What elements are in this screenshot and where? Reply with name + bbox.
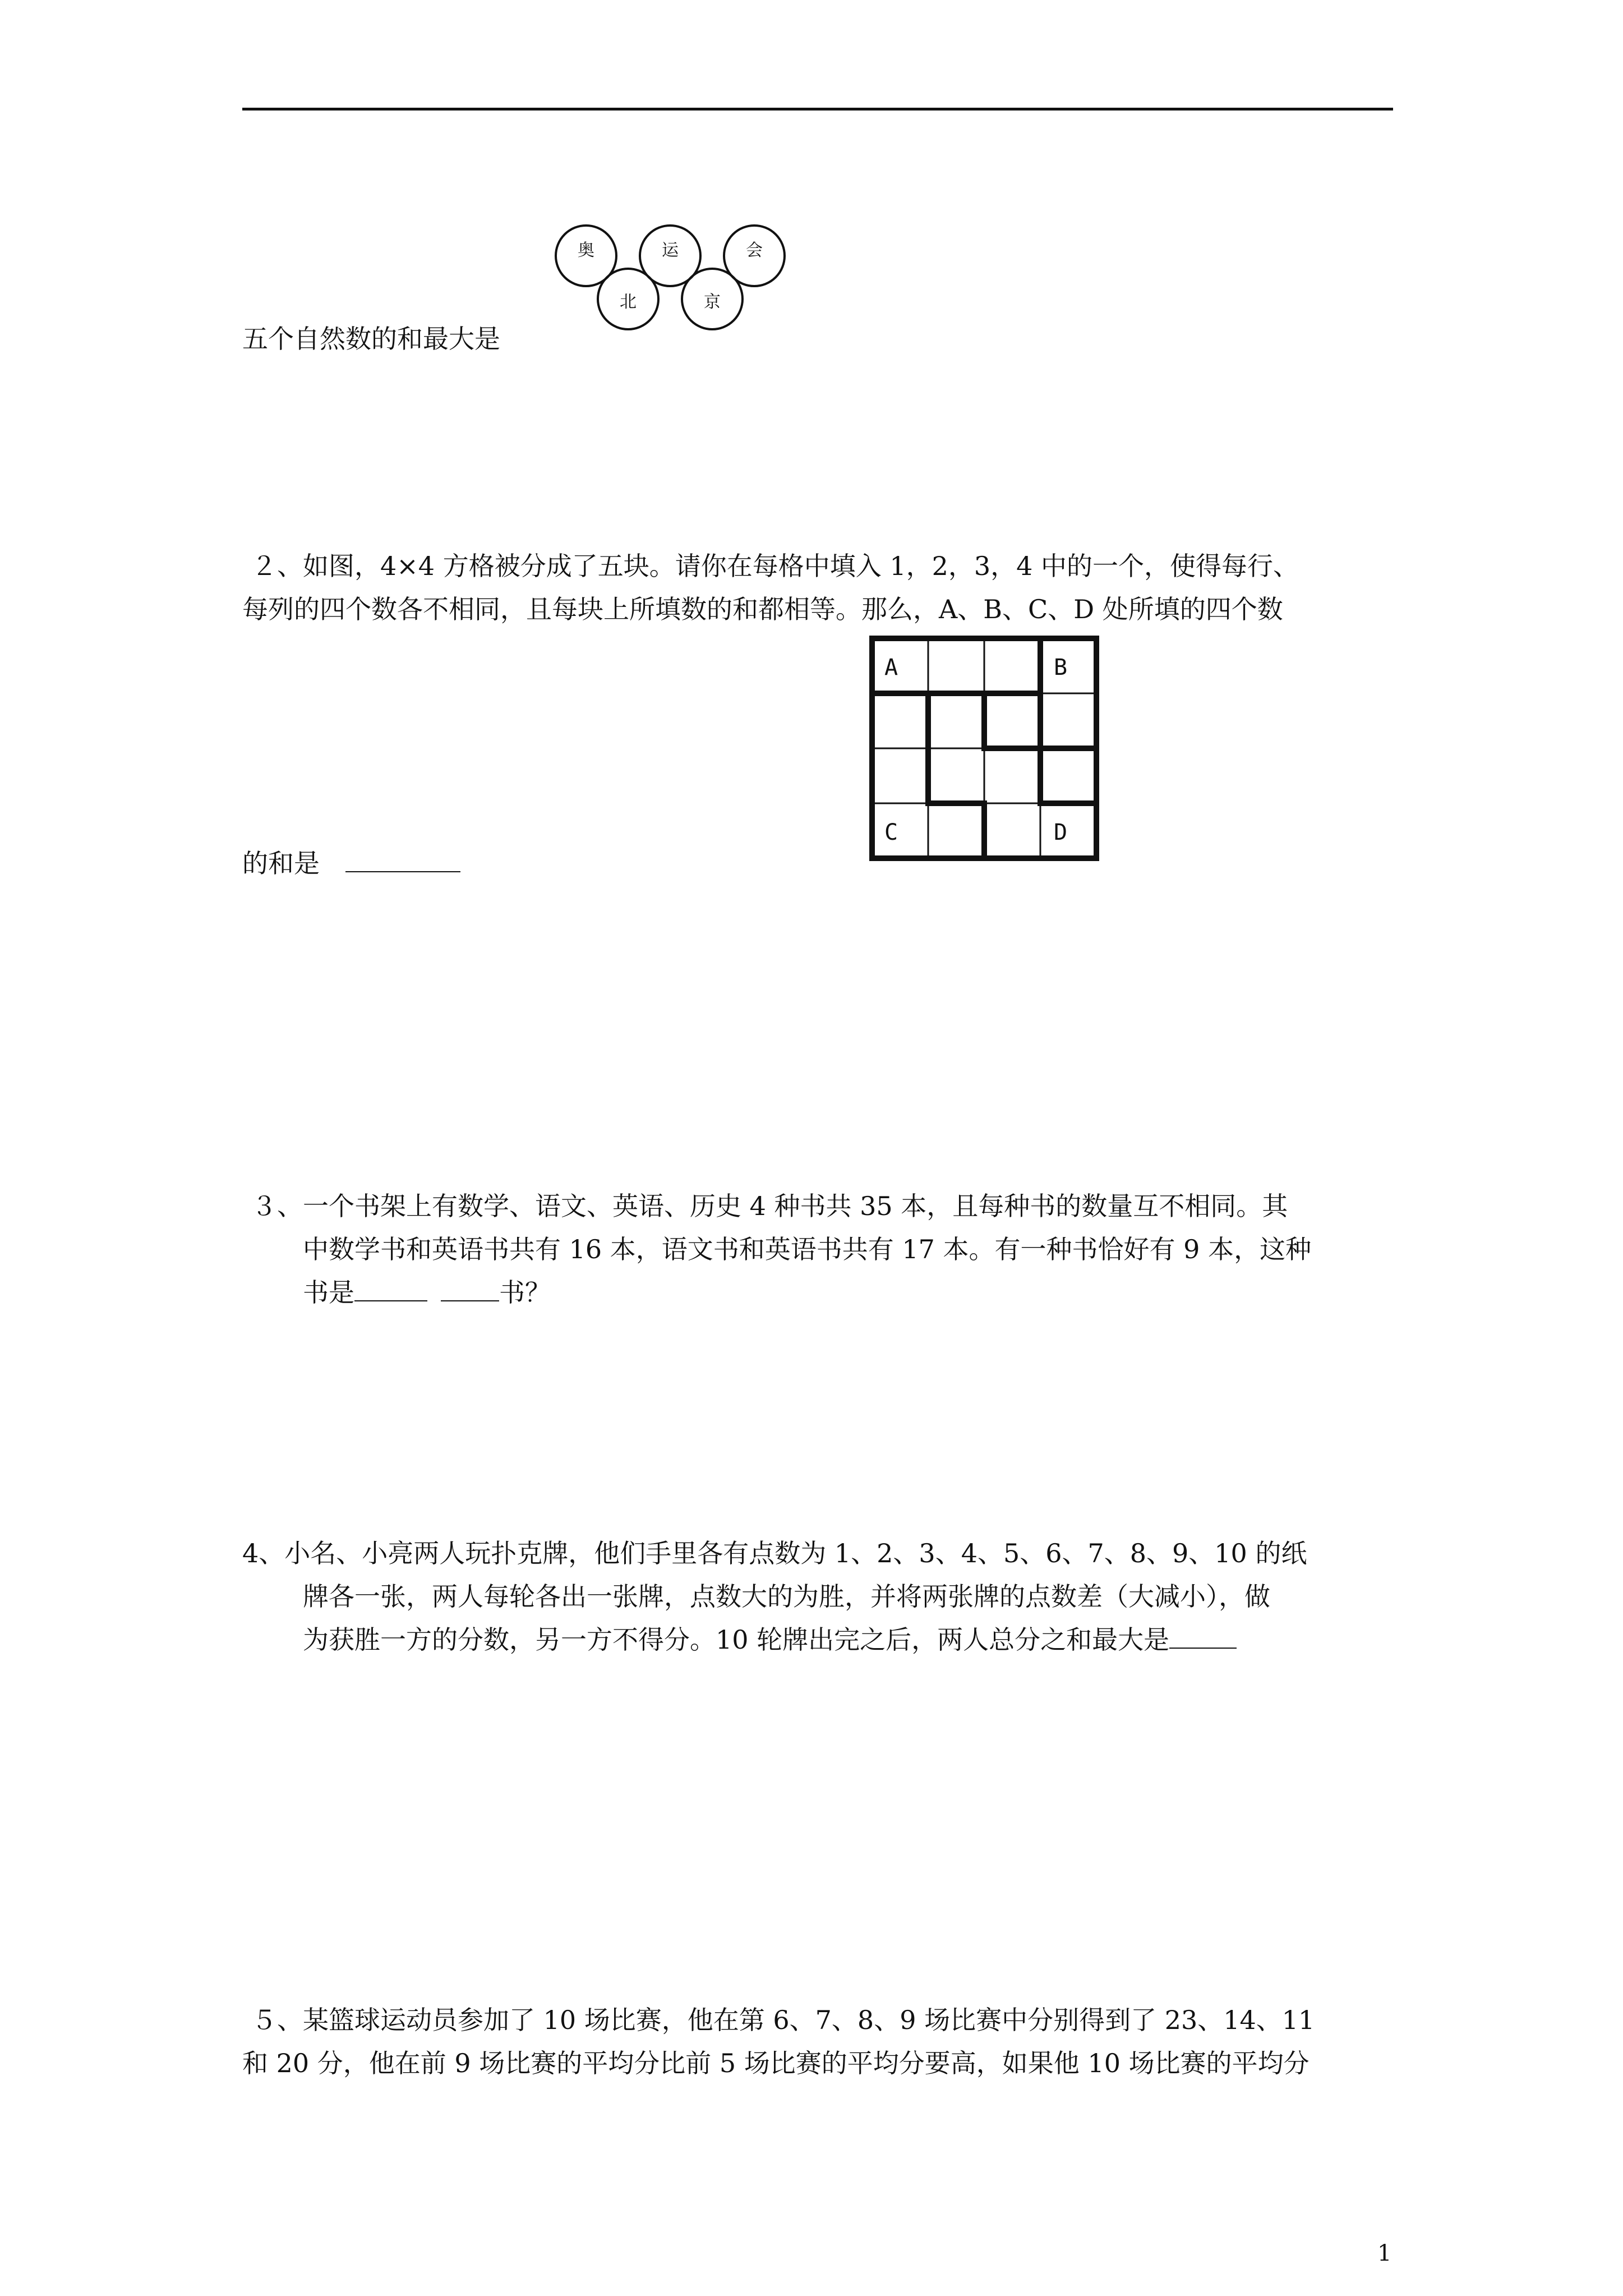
question-3-line-3-end: 书？ (499, 1277, 551, 1308)
question-2-line-3-text: 的和是 (242, 848, 320, 878)
page-number: 1 (1377, 2240, 1392, 2266)
cell-label-c: C (884, 820, 898, 845)
ring-label: 奥 (578, 241, 594, 260)
question-4-line-1: 4、小名、小亮两人玩扑克牌，他们手里各有点数为 1、2、3、4、5、6、7、8、9、10 的纸 (242, 1538, 1307, 1568)
cell-label-b: B (1054, 655, 1068, 680)
question-3-line-2: 中数学书和英语书共有 16 本，语文书和英语书共有 17 本。有一种书恰好有 9 本，这种 (303, 1234, 1312, 1264)
answer-blank[interactable] (354, 1279, 427, 1301)
question-4-line-3 (303, 1618, 1237, 1662)
answer-blank[interactable] (1169, 1626, 1237, 1649)
question-2-line-3 (242, 841, 460, 885)
cell-label-a: A (884, 655, 898, 680)
question-5-line-2: 和 20 分，他在前 9 场比赛的平均分比前 5 场比赛的平均分要高，如果他 10 场比赛的平均分 (242, 2048, 1310, 2078)
question-4-line-2: 牌各一张，两人每轮各出一张牌，点数大的为胜，并将两张牌的点数差（大减小），做 (303, 1581, 1270, 1612)
olympic-rings-figure (544, 218, 808, 347)
grid-figure (866, 634, 1108, 864)
answer-blank[interactable] (345, 850, 460, 872)
ring-label: 会 (746, 241, 763, 260)
question-3-line-1: ３、一个书架上有数学、语文、英语、历史 4 种书共 35 本，且每种书的数量互不相同。其 (251, 1191, 1288, 1221)
question-3-line-3-start: 书是 (303, 1277, 354, 1308)
ring-label: 北 (620, 292, 637, 312)
question-1-text: 五个自然数的和最大是 (242, 324, 500, 354)
question-5-line-1: ５、某篮球运动员参加了 10 场比赛，他在第 6、7、8、9 场比赛中分别得到了 23、14、11 (251, 2005, 1315, 2035)
ring-label: 京 (704, 292, 721, 312)
question-2-line-1: ２、如图，4×4 方格被分成了五块。请你在每格中填入 1，2，3，4 中的一个，使得每行、 (251, 551, 1299, 581)
ring-label: 运 (662, 241, 679, 260)
answer-blank[interactable] (441, 1279, 499, 1301)
cell-label-d: D (1054, 820, 1068, 845)
question-4-line-3-text: 为获胜一方的分数，另一方不得分。10 轮牌出完之后，两人总分之和最大是 (303, 1625, 1170, 1655)
question-3-line-3 (303, 1271, 551, 1314)
question-2-line-2: 每列的四个数各不相同，且每块上所填数的和都相等。那么，A、B、C、D 处所填的四个数 (242, 594, 1283, 624)
header-rule (242, 108, 1393, 111)
